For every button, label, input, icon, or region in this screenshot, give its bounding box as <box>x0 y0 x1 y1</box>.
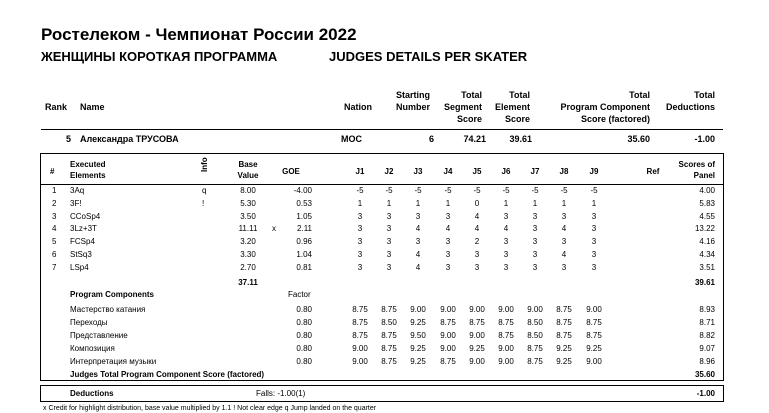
component-j1-score: 8.75 <box>352 305 368 314</box>
component-j1-score: 9.00 <box>352 356 368 366</box>
component-panel-score: 9.07 <box>699 343 715 353</box>
element-j8-score: 1 <box>561 198 567 208</box>
element-row <box>0 223 769 235</box>
element-j4-score: 3 <box>445 250 451 259</box>
element-j4-score: 3 <box>445 237 451 247</box>
element-j1-score: 3 <box>357 237 363 247</box>
element-panel-score: 4.16 <box>699 237 715 247</box>
segment-title: ЖЕНЩИНЫ КОРОТКАЯ ПРОГРАММА <box>41 49 278 64</box>
component-name: Мастерство катания <box>70 305 146 314</box>
component-row <box>0 317 769 329</box>
element-name: 3Lz+3T <box>70 224 97 234</box>
component-j5-score: 8.75 <box>469 317 485 327</box>
element-goe: -4.00 <box>293 186 312 195</box>
element-j3-score: 4 <box>415 250 421 259</box>
j1-header: J1 <box>355 167 365 176</box>
element-j1-score: 3 <box>357 250 363 259</box>
component-j8-score: 8.75 <box>556 317 572 327</box>
element-goe: 0.81 <box>296 262 312 272</box>
element-j3-score: 4 <box>415 262 421 272</box>
element-j7-score: 3 <box>532 262 538 272</box>
segment-header-2: Segment <box>443 102 482 112</box>
component-j4-score: 8.75 <box>440 317 456 327</box>
starting-header-2: Number <box>395 102 430 112</box>
element-panel-score: 4.55 <box>699 211 715 221</box>
component-j4-score: 9.00 <box>440 305 456 314</box>
element-j4-score: -5 <box>444 186 452 195</box>
segment-header-1: Total <box>461 90 482 100</box>
element-row <box>0 185 769 197</box>
element-j3-score: 3 <box>415 237 421 247</box>
element-base-value: 3.30 <box>240 250 256 259</box>
element-number: 7 <box>52 262 57 272</box>
element-row <box>0 198 769 210</box>
element-j1-score: 3 <box>357 211 363 221</box>
component-j1-score: 9.00 <box>352 343 368 353</box>
component-j4-score: 8.75 <box>440 356 456 366</box>
summary-divider <box>41 129 723 130</box>
component-j9-score: 9.25 <box>586 343 602 353</box>
component-panel-score: 8.71 <box>699 317 715 327</box>
element-j4-score: 3 <box>445 262 451 272</box>
element-base-value: 11.11 <box>238 224 258 234</box>
component-factor: 0.80 <box>296 330 312 340</box>
component-name: Композиция <box>70 343 115 353</box>
component-j3-score: 9.50 <box>410 330 426 340</box>
element-goe: 0.96 <box>296 237 312 247</box>
element-j2-score: 3 <box>386 211 392 221</box>
component-row <box>0 304 769 316</box>
element-j9-score: -5 <box>590 186 598 195</box>
element-j6-score: -5 <box>502 186 510 195</box>
element-j5-score: 2 <box>474 237 480 247</box>
element-bonus-mark: x <box>272 224 276 234</box>
j3-header: J3 <box>413 167 423 176</box>
component-j8-score: 9.25 <box>556 343 572 353</box>
component-j4-score: 9.00 <box>440 343 456 353</box>
element-j1-score: 3 <box>357 262 363 272</box>
skater-nation: МОС <box>341 134 362 144</box>
element-header-3: Score <box>504 114 530 124</box>
element-j9-score: 3 <box>591 262 597 272</box>
skater-name: Александра ТРУСОВА <box>80 134 179 144</box>
segment-header-3: Score <box>456 114 482 124</box>
component-j6-score: 9.00 <box>498 305 514 314</box>
component-row <box>0 330 769 342</box>
pcs-header-2: Program Component <box>560 102 650 112</box>
footnote: x Credit for highlight distribution, base value multiplied by 1.1 ! Not clear edge q Jump landed on the quarter <box>43 405 377 412</box>
nation-header: Nation <box>344 102 372 112</box>
element-goe: 0.53 <box>296 198 312 208</box>
element-j6-score: 1 <box>503 198 509 208</box>
skater-pcs-score: 35.60 <box>627 134 650 144</box>
element-j6-score: 3 <box>503 211 509 221</box>
element-j2-score: 3 <box>386 224 392 234</box>
j4-header: J4 <box>443 167 453 176</box>
element-j5-score: 4 <box>474 224 480 234</box>
element-panel-score: 3.51 <box>699 262 715 272</box>
element-name: CCoSp4 <box>70 211 101 221</box>
j9-header: J9 <box>589 167 599 176</box>
element-j7-score: 3 <box>532 237 538 247</box>
element-base-value: 3.50 <box>240 211 256 221</box>
element-row <box>0 249 769 261</box>
component-factor: 0.80 <box>296 356 312 366</box>
element-base-value: 3.20 <box>240 237 256 247</box>
info-header: Info <box>200 157 209 172</box>
component-j7-score: 8.75 <box>527 343 543 353</box>
element-j2-score: -5 <box>385 186 393 195</box>
pc-header: Program Components <box>70 290 155 299</box>
component-j8-score: 9.25 <box>556 356 572 366</box>
starting-header-1: Starting <box>395 90 430 100</box>
element-base-value: 2.70 <box>240 262 256 272</box>
element-number: 2 <box>52 198 57 208</box>
rank-header: Rank <box>45 102 68 112</box>
elements-base-total: 37.11 <box>238 278 258 287</box>
base-header-1: Base <box>238 160 258 169</box>
element-base-value: 5.30 <box>240 198 256 208</box>
element-j7-score: 3 <box>532 211 538 221</box>
element-panel-score: 4.34 <box>699 250 715 259</box>
component-j2-score: 8.75 <box>381 305 397 314</box>
component-row <box>0 356 769 368</box>
component-j3-score: 9.00 <box>410 305 426 314</box>
element-j9-score: 1 <box>591 198 597 208</box>
element-j7-score: 1 <box>532 198 538 208</box>
element-info: ! <box>202 198 205 208</box>
element-j9-score: 3 <box>591 250 597 259</box>
component-factor: 0.80 <box>296 317 312 327</box>
element-name: StSq3 <box>70 250 92 259</box>
element-j2-score: 3 <box>386 237 392 247</box>
j7-header: J7 <box>530 167 540 176</box>
deductions-header-2: Deductions <box>665 102 715 112</box>
skater-segment-score: 74.21 <box>463 134 486 144</box>
element-j5-score: 3 <box>474 262 480 272</box>
element-j5-score: 3 <box>474 250 480 259</box>
element-j3-score: -5 <box>414 186 422 195</box>
component-j7-score: 8.50 <box>527 317 543 327</box>
component-panel-score: 8.96 <box>699 356 715 366</box>
component-j1-score: 8.75 <box>352 317 368 327</box>
component-row <box>0 343 769 355</box>
element-j1-score: -5 <box>356 186 364 195</box>
element-info: q <box>202 186 207 195</box>
element-j8-score: 3 <box>561 211 567 221</box>
deductions-header-1: Total <box>694 90 715 100</box>
element-j1-score: 3 <box>357 224 363 234</box>
deductions-label: Deductions <box>70 389 114 398</box>
element-j8-score: 4 <box>561 224 567 234</box>
component-j9-score: 8.75 <box>586 330 602 340</box>
component-j5-score: 9.25 <box>469 343 485 353</box>
element-goe: 2.11 <box>297 224 312 234</box>
component-j9-score: 9.00 <box>586 356 602 366</box>
element-j9-score: 3 <box>591 224 597 234</box>
component-j7-score: 9.00 <box>527 305 543 314</box>
num-header: # <box>50 167 55 176</box>
deductions-total: -1.00 <box>696 389 715 398</box>
j6-header: J6 <box>501 167 511 176</box>
element-j9-score: 3 <box>591 211 597 221</box>
element-name: LSp4 <box>70 262 89 272</box>
component-name: Представление <box>70 330 128 340</box>
element-number: 1 <box>52 186 57 195</box>
element-goe: 1.04 <box>296 250 312 259</box>
element-number: 5 <box>52 237 57 247</box>
element-base-value: 8.00 <box>240 186 256 195</box>
component-j6-score: 8.75 <box>498 317 514 327</box>
element-j2-score: 1 <box>386 198 392 208</box>
panel-header-1: Scores of <box>678 160 715 169</box>
element-j6-score: 3 <box>503 250 509 259</box>
skater-deductions: -1.00 <box>694 134 715 144</box>
j2-header: J2 <box>384 167 394 176</box>
j5-header: J5 <box>472 167 482 176</box>
element-number: 6 <box>52 250 57 259</box>
element-header-1: Total <box>509 90 530 100</box>
component-j1-score: 8.75 <box>352 330 368 340</box>
component-j9-score: 9.00 <box>586 305 602 314</box>
element-j8-score: 4 <box>561 250 567 259</box>
element-row <box>0 262 769 274</box>
component-panel-score: 8.82 <box>699 330 715 340</box>
skater-element-score: 39.61 <box>509 134 532 144</box>
element-j4-score: 3 <box>445 211 451 221</box>
element-j5-score: -5 <box>473 186 481 195</box>
component-j6-score: 9.00 <box>498 356 514 366</box>
element-j8-score: -5 <box>560 186 568 195</box>
skater-starting-number: 6 <box>428 134 434 144</box>
element-panel-score: 13.22 <box>694 224 715 234</box>
component-name: Переходы <box>70 317 108 327</box>
element-name: 3Aq <box>70 186 85 195</box>
component-j2-score: 8.75 <box>381 330 397 340</box>
element-j2-score: 3 <box>386 262 392 272</box>
goe-header: GOE <box>282 167 300 176</box>
element-row <box>0 211 769 223</box>
component-j7-score: 8.75 <box>527 356 543 366</box>
deductions-detail: Falls: -1.00(1) <box>256 389 306 398</box>
component-j8-score: 8.75 <box>556 305 572 314</box>
pcs-header-1: Total <box>629 90 650 100</box>
pcs-header-3: Score (factored) <box>580 114 650 124</box>
component-j2-score: 8.75 <box>381 343 397 353</box>
component-j6-score: 9.00 <box>498 343 514 353</box>
element-j3-score: 1 <box>415 198 421 208</box>
deductions-box <box>40 385 724 402</box>
element-j3-score: 4 <box>415 224 421 234</box>
element-j6-score: 3 <box>503 237 509 247</box>
executed-header-1: Executed <box>70 160 106 169</box>
skater-rank: 5 <box>65 134 71 144</box>
element-panel-score: 5.83 <box>699 198 715 208</box>
element-j6-score: 4 <box>503 224 509 234</box>
component-j8-score: 8.75 <box>556 330 572 340</box>
component-j3-score: 9.25 <box>410 343 426 353</box>
name-header: Name <box>80 102 105 112</box>
component-j5-score: 9.00 <box>469 356 485 366</box>
element-j3-score: 3 <box>415 211 421 221</box>
element-j7-score: 3 <box>532 224 538 234</box>
component-factor: 0.80 <box>296 343 312 353</box>
element-name: FCSp4 <box>70 237 95 247</box>
component-j3-score: 9.25 <box>410 356 426 366</box>
component-j7-score: 8.50 <box>527 330 543 340</box>
element-j9-score: 3 <box>591 237 597 247</box>
element-header-2: Element <box>494 102 530 112</box>
executed-header-2: Elements <box>70 171 106 180</box>
element-name: 3F! <box>70 198 82 208</box>
element-j6-score: 3 <box>503 262 509 272</box>
panel-header-2: Panel <box>693 171 715 180</box>
component-name: Интерпретация музыки <box>70 356 157 366</box>
element-j4-score: 4 <box>445 224 451 234</box>
element-j8-score: 3 <box>561 262 567 272</box>
element-number: 3 <box>52 211 57 221</box>
component-panel-score: 8.93 <box>699 305 715 314</box>
factor-header: Factor <box>288 290 311 299</box>
element-j8-score: 3 <box>561 237 567 247</box>
component-factor: 0.80 <box>296 305 312 314</box>
element-j4-score: 1 <box>445 198 451 208</box>
element-panel-score: 4.00 <box>699 186 715 195</box>
component-j6-score: 8.75 <box>498 330 514 340</box>
element-j7-score: 3 <box>532 250 538 259</box>
component-j9-score: 8.75 <box>586 317 602 327</box>
pcs-total: 35.60 <box>694 370 715 379</box>
base-header-2: Value <box>237 171 259 180</box>
element-row <box>0 236 769 248</box>
elements-panel-total: 39.61 <box>694 278 715 287</box>
component-j2-score: 8.50 <box>381 317 397 327</box>
element-j5-score: 0 <box>474 198 480 208</box>
component-j5-score: 9.00 <box>469 305 485 314</box>
pcs-total-label: Judges Total Program Component Score (factored) <box>70 370 265 379</box>
event-title: Ростелеком - Чемпионат России 2022 <box>41 25 357 44</box>
ref-header: Ref <box>646 167 660 176</box>
element-j5-score: 4 <box>474 211 480 221</box>
j8-header: J8 <box>559 167 569 176</box>
element-j2-score: 3 <box>386 250 392 259</box>
component-j2-score: 8.75 <box>381 356 397 366</box>
element-j1-score: 1 <box>357 198 363 208</box>
component-j4-score: 9.00 <box>440 330 456 340</box>
element-goe: 1.05 <box>296 211 312 221</box>
element-j7-score: -5 <box>531 186 539 195</box>
component-j3-score: 9.25 <box>410 317 426 327</box>
element-number: 4 <box>52 224 57 234</box>
component-j5-score: 9.00 <box>469 330 485 340</box>
report-title: JUDGES DETAILS PER SKATER <box>329 49 528 64</box>
